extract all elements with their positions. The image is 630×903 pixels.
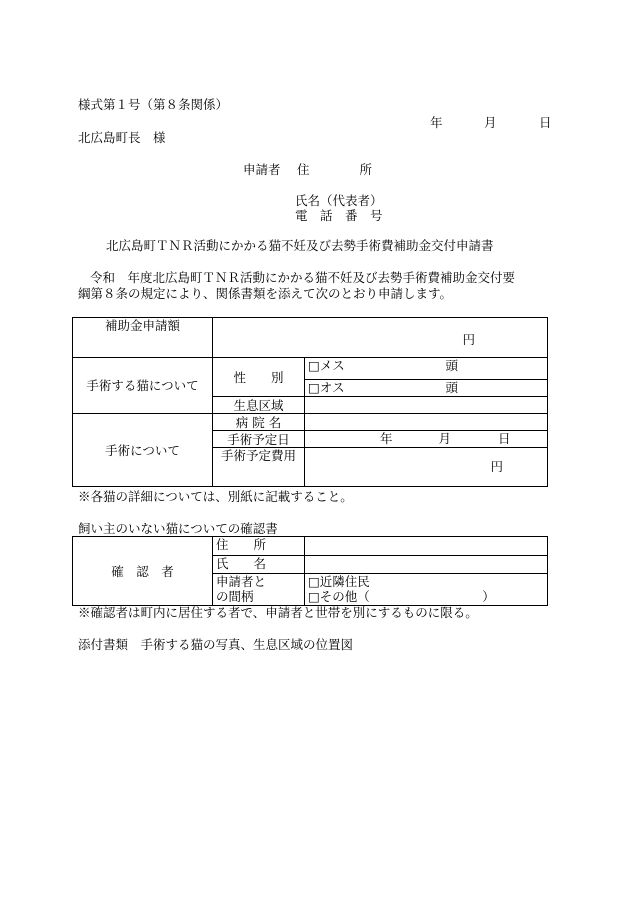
relation-label-line2: の間柄 [216,589,254,604]
female-head-unit: 頭 [445,358,459,373]
applicant-label: 申請者 [243,162,281,177]
confirmer-address-field[interactable] [305,537,548,556]
date-year-label: 年 [430,115,443,130]
hospital-field[interactable] [305,414,548,431]
male-count-field[interactable] [305,380,548,397]
note-cat-details: ※各猫の詳細については、別紙に記載すること。 [78,489,353,504]
male-head-unit: 頭 [445,380,459,395]
surgery-date-day: 日 [498,431,511,446]
habitat-label: 生息区域 [213,397,305,414]
neighbor-checkbox[interactable]: □近隣住民 [308,574,370,589]
subsidy-amount-label: 補助金申請額 [73,318,213,358]
applicant-name-label: 氏名（代表者） [295,193,383,208]
confirmer-address-label: 住 所 [213,537,305,556]
applicant-phone-label: 電 話 番 号 [295,208,383,223]
subsidy-amount-field[interactable] [213,318,548,358]
confirmer-name-field[interactable] [305,556,548,574]
date-day-label: 日 [539,115,552,130]
male-checkbox[interactable]: □オス [308,380,345,395]
hospital-label: 病 院 名 [213,414,305,431]
applicant-address-label: 住 所 [297,162,373,177]
surgery-date-year: 年 [380,431,393,446]
date-month-label: 月 [484,115,497,130]
surgery-date-month: 月 [438,431,452,446]
surgery-cost-yen-unit: 円 [490,459,504,474]
cat-section-label: 手術する猫について [73,358,213,414]
female-checkbox[interactable]: □メス [308,358,345,373]
surgery-cost-label: 手術予定費用 [213,448,305,487]
other-checkbox[interactable]: □その他（ ） [308,589,495,604]
addressee: 北広島町長 様 [78,130,166,145]
note-confirmer: ※確認者は町内に居住する者で、申請者と世帯を別にするものに限る。 [78,605,478,620]
confirmation-title: 飼い主のいない猫についての確認書 [78,521,278,536]
confirmation-table [72,536,548,606]
habitat-field[interactable] [305,397,548,414]
relation-label [213,574,305,606]
surgery-date-label: 手術予定日 [213,431,305,448]
relation-label-line1: 申請者と [216,574,267,589]
confirmer-name-label: 氏 名 [213,556,305,574]
yen-unit: 円 [462,332,476,347]
application-table [72,317,548,487]
sex-label: 性 別 [213,358,305,397]
surgery-cost-field[interactable] [305,448,548,487]
surgery-date-field[interactable] [305,431,548,448]
form-number: 様式第１号（第８条関係） [78,97,229,112]
document-title: 北広島町ＴＮＲ活動にかかる猫不妊及び去勢手術費補助金交付申請書 [106,238,494,253]
surgery-section-label: 手術について [73,414,213,487]
attachments-line: 添付書類 手術する猫の写真、生息区域の位置図 [78,637,354,652]
female-count-field[interactable] [305,358,548,380]
confirmer-label: 確 認 者 [73,537,213,606]
relation-options[interactable] [305,574,548,606]
body-text-line2: 綱第８条の規定により、関係書類を添えて次のとおり申請します。 [78,286,453,301]
body-text-line1: 令和 年度北広島町ＴＮＲ活動にかかる猫不妊及び去勢手術費補助金交付要 [90,270,516,285]
